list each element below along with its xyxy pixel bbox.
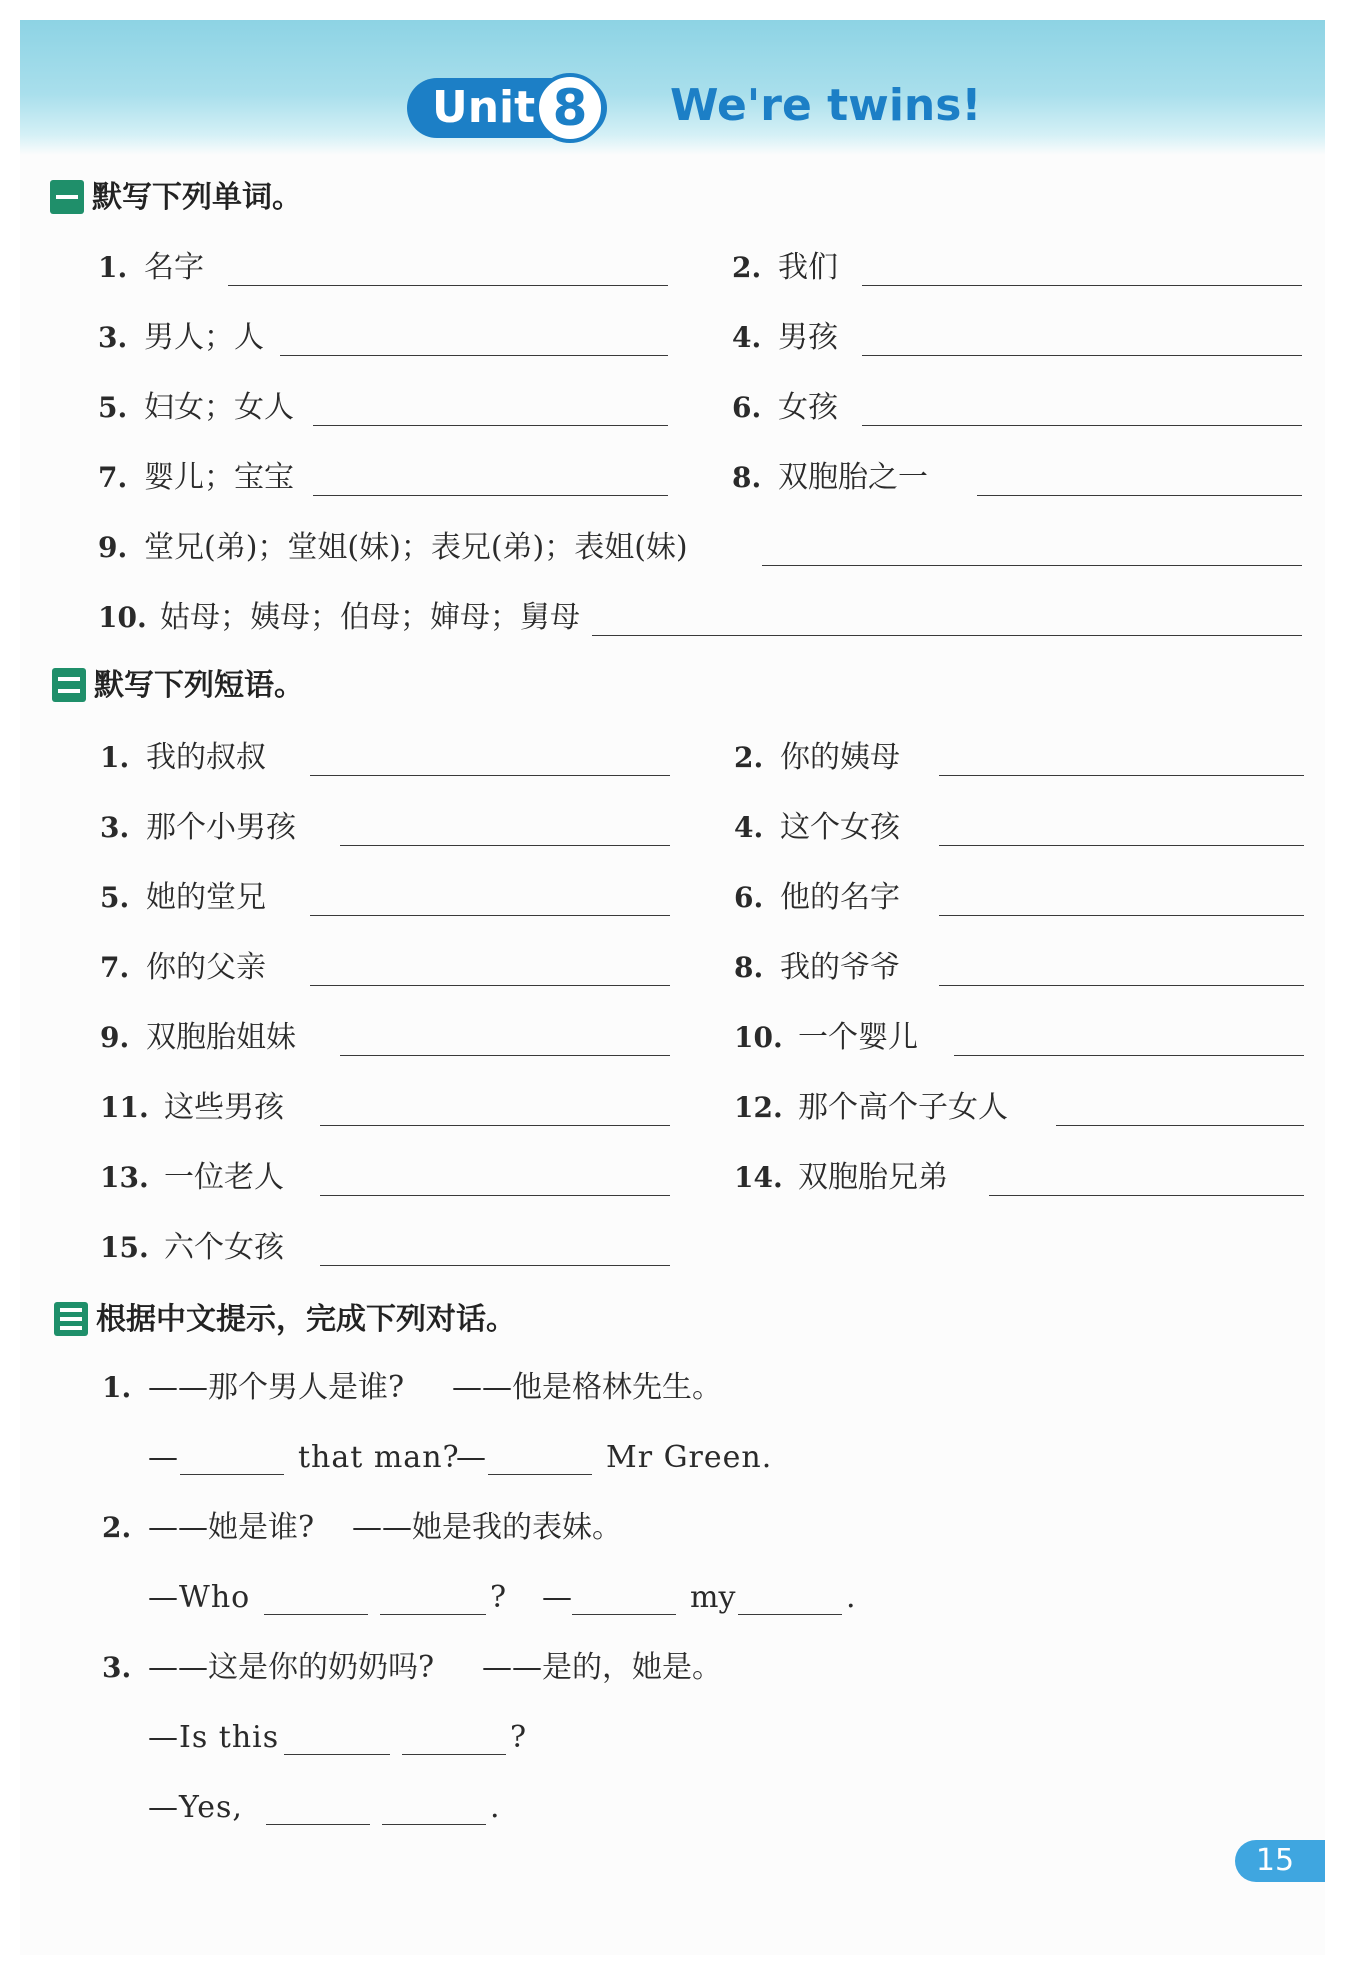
word-item: 2. 我们 <box>732 246 1302 290</box>
phrase-item: 12. 那个高个子女人 <box>734 1086 1304 1130</box>
phrase-item: 4. 这个女孩 <box>734 806 1304 850</box>
phrase-item: 2. 你的姨母 <box>734 736 1304 780</box>
dialogue-2-chinese: 2. ——她是谁? ——她是我的表妹。 <box>102 1510 622 1545</box>
word-item: 6. 女孩 <box>732 386 1302 430</box>
phrase-item: 8. 我的爷爷 <box>734 946 1304 990</box>
section-1-title: 默写下列单词。 <box>92 180 302 215</box>
answer-blank[interactable] <box>488 1474 592 1475</box>
answer-blank[interactable] <box>382 1824 486 1825</box>
answer-line[interactable] <box>340 845 670 846</box>
answer-blank[interactable] <box>284 1754 390 1755</box>
word-item: 9. 堂兄(弟)；堂姐(妹)；表兄(弟)；表姐(妹) <box>98 526 1302 570</box>
dialogue-3-english: —Is this ? <box>148 1720 527 1755</box>
word-item: 10. 姑母；姨母；伯母；婶母；舅母 <box>98 596 1302 640</box>
page-number: 15 <box>1235 1840 1325 1882</box>
unit-banner <box>20 20 1325 155</box>
section-2-title: 默写下列短语。 <box>94 668 304 703</box>
answer-line[interactable] <box>320 1125 670 1126</box>
section-one-icon <box>50 180 84 214</box>
phrase-item: 14. 双胞胎兄弟 <box>734 1156 1304 1200</box>
word-item: 3. 男人；人 <box>98 316 668 360</box>
unit-badge <box>407 78 607 138</box>
answer-line[interactable] <box>939 775 1304 776</box>
answer-line[interactable] <box>954 1055 1304 1056</box>
answer-line[interactable] <box>313 495 668 496</box>
answer-line[interactable] <box>310 775 670 776</box>
answer-line[interactable] <box>310 985 670 986</box>
dialogue-3-chinese: 3. ——这是你的奶奶吗? ——是的，她是。 <box>102 1650 722 1685</box>
answer-line[interactable] <box>1056 1125 1304 1126</box>
answer-line[interactable] <box>862 425 1302 426</box>
answer-blank[interactable] <box>738 1614 842 1615</box>
phrase-item: 9. 双胞胎姐妹 <box>100 1016 670 1060</box>
answer-line[interactable] <box>320 1265 670 1266</box>
answer-line[interactable] <box>313 425 668 426</box>
phrase-item: 13. 一位老人 <box>100 1156 670 1200</box>
section-3-header <box>54 1300 754 1340</box>
unit-number-circle: 8 <box>535 73 605 143</box>
answer-line[interactable] <box>862 355 1302 356</box>
dialogue-3-english-answer: —Yes, . <box>148 1790 500 1825</box>
section-1-header <box>50 178 550 218</box>
answer-blank[interactable] <box>380 1614 486 1615</box>
word-item: 1. 名字 <box>98 246 668 290</box>
section-three-icon <box>54 1302 88 1336</box>
answer-line[interactable] <box>939 915 1304 916</box>
section-2-header <box>52 666 552 706</box>
phrase-item: 11. 这些男孩 <box>100 1086 670 1130</box>
section-two-icon <box>52 668 86 702</box>
answer-line[interactable] <box>592 635 1302 636</box>
answer-line[interactable] <box>320 1195 670 1196</box>
word-item: 8. 双胞胎之一 <box>732 456 1302 500</box>
phrase-item: 7. 你的父亲 <box>100 946 670 990</box>
answer-blank[interactable] <box>264 1614 368 1615</box>
answer-line[interactable] <box>310 915 670 916</box>
phrase-item: 5. 她的堂兄 <box>100 876 670 920</box>
phrase-item: 15. 六个女孩 <box>100 1226 670 1270</box>
phrase-item: 1. 我的叔叔 <box>100 736 670 780</box>
answer-blank[interactable] <box>402 1754 506 1755</box>
answer-line[interactable] <box>939 845 1304 846</box>
answer-blank[interactable] <box>572 1614 676 1615</box>
answer-blank[interactable] <box>266 1824 370 1825</box>
answer-line[interactable] <box>939 985 1304 986</box>
answer-line[interactable] <box>340 1055 670 1056</box>
dialogue-1-english: — that man? — Mr Green. <box>148 1440 773 1475</box>
workbook-page <box>20 20 1325 1955</box>
answer-line[interactable] <box>862 285 1302 286</box>
dialogue-2-english: —Who ? — my . <box>148 1580 856 1615</box>
phrase-item: 6. 他的名字 <box>734 876 1304 920</box>
word-item: 4. 男孩 <box>732 316 1302 360</box>
answer-line[interactable] <box>989 1195 1304 1196</box>
answer-line[interactable] <box>228 285 668 286</box>
phrase-item: 10. 一个婴儿 <box>734 1016 1304 1060</box>
dialogue-1-chinese: 1. ——那个男人是谁? ——他是格林先生。 <box>102 1370 722 1405</box>
unit-label: Unit <box>432 82 536 133</box>
answer-blank[interactable] <box>180 1474 284 1475</box>
section-3-title: 根据中文提示，完成下列对话。 <box>96 1302 516 1337</box>
word-item: 7. 婴儿；宝宝 <box>98 456 668 500</box>
answer-line[interactable] <box>977 495 1302 496</box>
answer-line[interactable] <box>280 355 668 356</box>
answer-line[interactable] <box>762 565 1302 566</box>
word-item: 5. 妇女；女人 <box>98 386 668 430</box>
unit-title: We're twins! <box>670 80 982 131</box>
phrase-item: 3. 那个小男孩 <box>100 806 670 850</box>
